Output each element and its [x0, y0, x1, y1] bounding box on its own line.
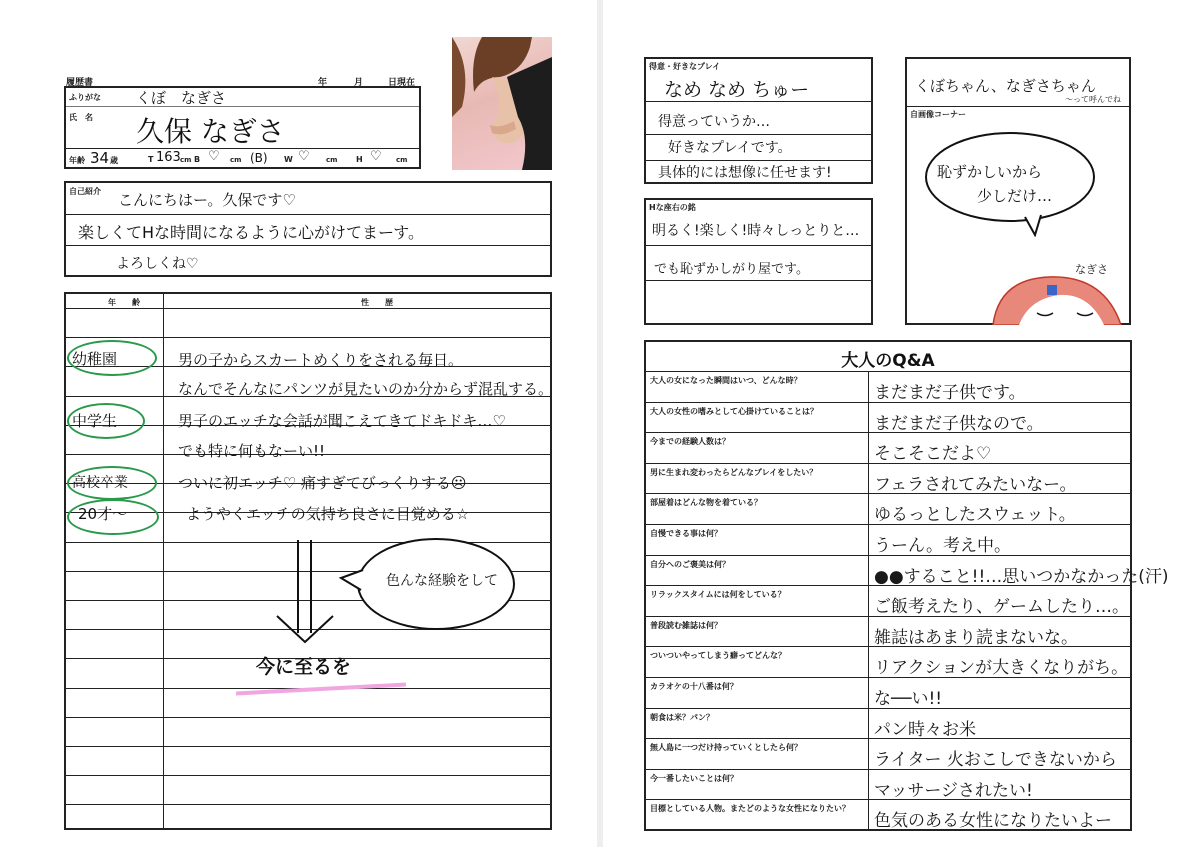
- qa-answer: マッサージされたい!: [874, 780, 1033, 801]
- qa-row: [646, 677, 1130, 708]
- w-label: W: [284, 155, 293, 164]
- qa-question: 朝食は米？パン？: [650, 712, 714, 722]
- bubble-text: 色んな経験をして: [386, 573, 498, 589]
- portrait-speech-bubble: [915, 127, 1105, 237]
- history-age-6: 20才〜: [78, 505, 128, 523]
- history-grid-row: [66, 717, 550, 746]
- qa-question: カラオケの十八番は何？: [650, 682, 738, 691]
- history-text-3: 男子のエッチな会話が聞こえてきてドキドキ…♡: [178, 412, 506, 430]
- history-grid-row: [66, 688, 550, 717]
- left-page: [0, 0, 597, 847]
- qa-answer: リアクションが大きくなりがち。: [874, 658, 1129, 679]
- qa-answer: うーん。考え中。: [874, 536, 1012, 556]
- qa-row: [646, 555, 1169, 587]
- b-value: ♡: [208, 149, 220, 164]
- history-text-6: ようやくエッチの気持ち良さに目覚める☆: [186, 505, 470, 523]
- favorite-play-line-2: 好きなプレイです。: [668, 140, 792, 156]
- qa-row: [646, 463, 1130, 494]
- qa-answer: 雑誌はあまり読まないな。: [874, 627, 1078, 648]
- qa-row: [646, 799, 1130, 830]
- qa-row: [646, 371, 1130, 402]
- date-year-label: 年: [318, 78, 328, 88]
- age-circle-high-school: [67, 466, 157, 500]
- history-col-history: 性 歴: [361, 298, 393, 307]
- t-value: 163: [156, 150, 181, 165]
- qa-question: 男に生まれ変わったらどんなプレイをしたい？: [650, 467, 818, 477]
- conclusion-text: 今に至るを: [256, 656, 352, 678]
- age-unit: 歳: [110, 156, 118, 165]
- favorite-play-line-1: 得意っていうか…: [658, 114, 770, 130]
- motto-line: でも恥ずかしがり屋です。: [654, 262, 809, 277]
- portrait-signature: なぎさ: [1075, 263, 1108, 276]
- name-label: 氏 名: [69, 113, 93, 122]
- qa-question: 今までの経験人数は？: [650, 437, 730, 447]
- qa-question: 自慢できる事は何？: [650, 529, 722, 538]
- furigana-label: ふりがな: [69, 93, 101, 102]
- profile-photo-figure: [452, 37, 552, 170]
- age-value: 34: [90, 149, 110, 167]
- intro-label: 自己紹介: [69, 187, 101, 196]
- qa-answer: ご飯考えたり、ゲームしたり…。: [874, 597, 1129, 618]
- motto-label: Hな座右の銘: [649, 203, 696, 212]
- favorite-play-box: [644, 57, 873, 184]
- qa-question: 部屋着はどんな物を着ている？: [650, 498, 762, 508]
- name-value: 久保 なぎさ: [136, 115, 285, 148]
- qa-answer: まだまだ子供です。: [874, 383, 1026, 403]
- qa-row: [646, 646, 1130, 677]
- resume-title: 履歴書: [66, 78, 94, 88]
- qa-answer: 色気のある女性になりたいよー: [874, 811, 1112, 832]
- intro-line-1: こんにちはー。久保です♡: [118, 191, 296, 209]
- age-circle-twenties: [67, 499, 159, 535]
- favorite-play-line-3: 具体的には想像に任せます!: [658, 165, 832, 181]
- motto-box: [644, 198, 873, 325]
- b-label: B: [194, 155, 201, 164]
- h-label: H: [356, 155, 363, 164]
- qa-question: ついついやってしまう癖ってどんな？: [650, 651, 786, 661]
- qa-row: [646, 524, 1130, 555]
- qa-question: 今一番したいことは何？: [650, 773, 738, 783]
- furigana-value: くぼ なぎさ: [136, 89, 227, 107]
- qa-answer: ●●すること!!…思いつかなかった(汗): [874, 566, 1169, 587]
- qa-row: [646, 585, 1130, 616]
- favorite-play-label: 得意・好きなプレイ: [649, 62, 721, 71]
- qa-row: [646, 708, 1130, 739]
- age-label: 年齢: [69, 156, 85, 165]
- qa-row: [646, 738, 1130, 769]
- qa-question: 自分へのご褒美は何？: [650, 559, 730, 569]
- nickname-suffix: 〜って呼んでね: [1065, 95, 1121, 104]
- motto-title: 明るく!楽しく!時々しっとりと…: [652, 223, 860, 239]
- history-col-age: 年 齢: [108, 298, 140, 307]
- t-label: T: [148, 155, 154, 164]
- history-age-1: 幼稚園: [72, 350, 118, 368]
- qa-answer: そこそこだよ♡: [874, 444, 992, 465]
- history-text-5: ついに初エッチ♡ 痛すぎてびっくりする☹: [178, 474, 467, 492]
- date-suffix-label: 日現在: [388, 78, 416, 88]
- h-value: ♡: [370, 149, 382, 164]
- history-text-4: でも特に何もなーい!!: [178, 442, 326, 460]
- b-unit: cm: [230, 156, 242, 164]
- nickname-box: [905, 57, 1131, 325]
- qa-answer: フェラされてみたいなー。: [874, 474, 1077, 495]
- qa-question: 普段読む雑誌は何？: [650, 620, 722, 630]
- qa-question: 大人の女になった瞬間はいつ、どんな時？: [650, 376, 802, 385]
- history-grid-row: [66, 308, 550, 337]
- h-unit: cm: [396, 156, 408, 164]
- qa-row: [646, 616, 1130, 647]
- qa-row: [646, 493, 1130, 524]
- portrait-speech-line-1: 恥ずかしいから: [937, 163, 1043, 181]
- qa-question: 目標としている人物。またどのような女性になりたい？: [650, 804, 850, 814]
- date-month-label: 月: [354, 78, 364, 88]
- history-grid-row: [66, 775, 550, 804]
- history-grid-row: [66, 804, 550, 833]
- history-table: [64, 292, 552, 830]
- qa-row: [646, 432, 1130, 463]
- qa-box: [644, 340, 1169, 832]
- profile-photo: [452, 37, 552, 170]
- qa-answer: パン時々お米: [874, 719, 976, 740]
- age-circle-kindergarten: [67, 340, 157, 376]
- qa-answer: ライター 火おこしできないから: [874, 750, 1117, 771]
- qa-row: [646, 402, 1130, 433]
- w-value: ♡: [298, 149, 310, 164]
- self-portrait-drawing: [989, 269, 1129, 325]
- favorite-play-title: なめ なめ ちゅー: [664, 79, 810, 101]
- portrait-label: 自画像コーナー: [910, 110, 966, 119]
- cup-value: (B): [250, 151, 268, 165]
- qa-answer: まだまだ子供なので。: [874, 413, 1044, 434]
- right-page: [603, 0, 1200, 847]
- qa-answer: な──い!!: [874, 689, 943, 709]
- qa-question: 無人島に一つだけ持っていくとしたら何？: [650, 743, 802, 753]
- portrait-speech-line-2: 少しだけ…: [977, 187, 1053, 205]
- history-grid-row: [66, 746, 550, 775]
- t-unit: cm: [180, 156, 192, 164]
- name-box: [64, 86, 421, 169]
- w-unit: cm: [326, 156, 338, 164]
- qa-answer: ゆるっとしたスウェット。: [874, 505, 1076, 526]
- qa-question: 大人の女性の嗜みとして心掛けていることは？: [650, 406, 818, 416]
- age-circle-middle-school: [67, 403, 145, 439]
- qa-row: [646, 769, 1130, 800]
- qa-question: リラックスタイムには何をしている？: [650, 590, 786, 600]
- intro-box: [64, 181, 552, 277]
- intro-line-3: よろしくね♡: [116, 256, 199, 272]
- history-text-1: 男の子からスカートめくりをされる毎日。: [178, 351, 464, 369]
- history-age-3: 中学生: [72, 412, 118, 430]
- history-text-2: なんでそんなにパンツが見たいのか分からず混乱する。: [178, 380, 554, 398]
- nickname-value: くぼちゃん、なぎさちゃん: [915, 77, 1096, 95]
- intro-line-2: 楽しくてHな時間になるように心がけてまーす。: [78, 223, 424, 242]
- history-age-5: 高校卒業: [72, 475, 128, 491]
- qa-title: 大人のQ&A: [841, 351, 935, 371]
